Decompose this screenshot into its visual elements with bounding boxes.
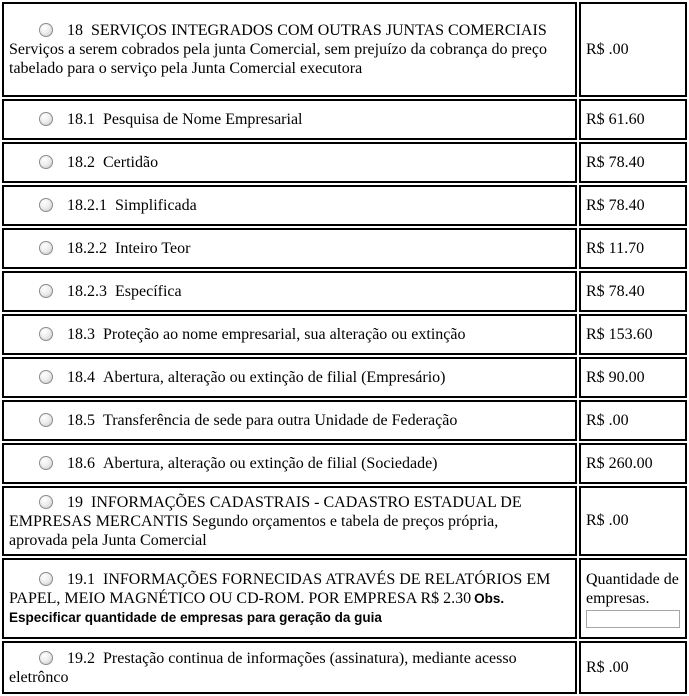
service-number: 18.6 — [67, 455, 95, 472]
service-number: 18.5 — [67, 412, 95, 429]
price-cell — [579, 228, 687, 269]
radio-button[interactable] — [39, 651, 53, 665]
table-row — [2, 228, 687, 269]
radio-button[interactable] — [39, 413, 53, 427]
price-cell — [579, 99, 687, 140]
price-value: R$ .00 — [586, 512, 629, 529]
price-cell — [579, 271, 687, 312]
radio-button[interactable] — [39, 198, 53, 212]
price-cell — [579, 314, 687, 355]
service-text: Simplificada — [115, 197, 197, 214]
service-text: Pesquisa de Nome Empresarial — [103, 111, 303, 128]
price-value: R$ 61.60 — [586, 110, 645, 128]
table-row — [2, 99, 687, 140]
service-number: 18.4 — [67, 369, 95, 386]
table-row — [2, 443, 687, 484]
radio-button[interactable] — [39, 370, 53, 384]
radio-button[interactable] — [39, 572, 53, 586]
price-value: R$ .00 — [586, 658, 629, 676]
service-number: 19 — [67, 493, 83, 511]
service-text: Prestação continua de informações (assinatura), mediante acesso eletrônco — [9, 649, 517, 686]
service-number: 18.2 — [67, 154, 95, 171]
price-cell — [579, 142, 687, 183]
service-text: Abertura, alteração ou extinção de filial (Empresário) — [103, 369, 446, 386]
price-value: R$ 90.00 — [586, 368, 645, 386]
service-text: Transferência de sede para outra Unidade de Federação — [103, 412, 458, 429]
price-value: R$ 78.40 — [586, 153, 645, 171]
price-value: R$ 153.60 — [586, 325, 653, 343]
radio-button[interactable] — [39, 327, 53, 341]
table-row — [2, 142, 687, 183]
price-cell — [579, 185, 687, 226]
price-cell — [579, 2, 687, 97]
service-number: 18 — [67, 22, 83, 39]
price-value: R$ 11.70 — [586, 239, 645, 257]
radio-button[interactable] — [39, 495, 53, 509]
price-cell — [579, 357, 687, 398]
price-cell — [579, 400, 687, 441]
service-number: 18.2.2 — [67, 240, 107, 257]
price-cell — [579, 641, 687, 694]
table-row — [2, 2, 687, 97]
table-row — [2, 271, 687, 312]
service-text: Abertura, alteração ou extinção de filial (Sociedade) — [103, 455, 438, 472]
quantity-input[interactable] — [586, 610, 680, 628]
service-number: 18.3 — [67, 326, 95, 343]
table-row — [2, 314, 687, 355]
service-text: Certidão — [103, 154, 159, 171]
price-value: R$ 78.40 — [586, 196, 645, 214]
radio-button[interactable] — [39, 23, 53, 37]
service-text: Inteiro Teor — [115, 240, 191, 257]
radio-button[interactable] — [39, 241, 53, 255]
price-value: R$ 260.00 — [586, 454, 653, 472]
service-text: INFORMAÇÕES FORNECIDAS ATRAVÉS DE RELATÓRIOS EM PAPEL, MEIO MAGNÉTICO OU CD-ROM. POR EMPRESA R$ 2.30 — [9, 571, 551, 607]
table-row — [2, 357, 687, 398]
radio-button[interactable] — [39, 284, 53, 298]
service-number: 18.2.1 — [67, 197, 107, 214]
table-row — [2, 486, 687, 556]
quantity-label: Quantidade de empresas. — [586, 570, 679, 607]
table-row — [2, 641, 687, 694]
obs-bold-text: Obs. Especificar quantidade de empresas para geração da guia — [9, 591, 505, 625]
radio-button[interactable] — [39, 112, 53, 126]
service-text: SERVIÇOS INTEGRADOS COM OUTRAS JUNTAS COMERCIAIS Serviços a serem cobrados pela junta Comercial, sem prejuízo da cobrança do preço tabelado para o serviço pela Junta Comercial executora — [9, 22, 548, 77]
service-number: 19.1 — [67, 571, 95, 588]
price-value: R$ 78.40 — [586, 282, 645, 300]
service-text: Específica — [115, 283, 182, 300]
service-number: 18.1 — [67, 111, 95, 128]
service-text: INFORMAÇÕES CADASTRAIS - CADASTRO ESTADUAL DE EMPRESAS MERCANTIS Segundo orçamentos e tabela de preços própria, aprovada pela Junta Comercial — [9, 493, 522, 549]
service-number: 19.2 — [67, 649, 95, 667]
table-row — [2, 400, 687, 441]
service-number: 18.2.3 — [67, 283, 107, 300]
table-row — [2, 185, 687, 226]
price-cell — [579, 486, 687, 556]
price-cell — [579, 443, 687, 484]
service-text: Proteção ao nome empresarial, sua alteração ou extinção — [103, 326, 466, 343]
price-value: R$ .00 — [586, 40, 629, 58]
radio-button[interactable] — [39, 155, 53, 169]
quantity-cell — [579, 558, 687, 639]
table-row — [2, 558, 687, 639]
price-value: R$ .00 — [586, 411, 629, 429]
radio-button[interactable] — [39, 456, 53, 470]
